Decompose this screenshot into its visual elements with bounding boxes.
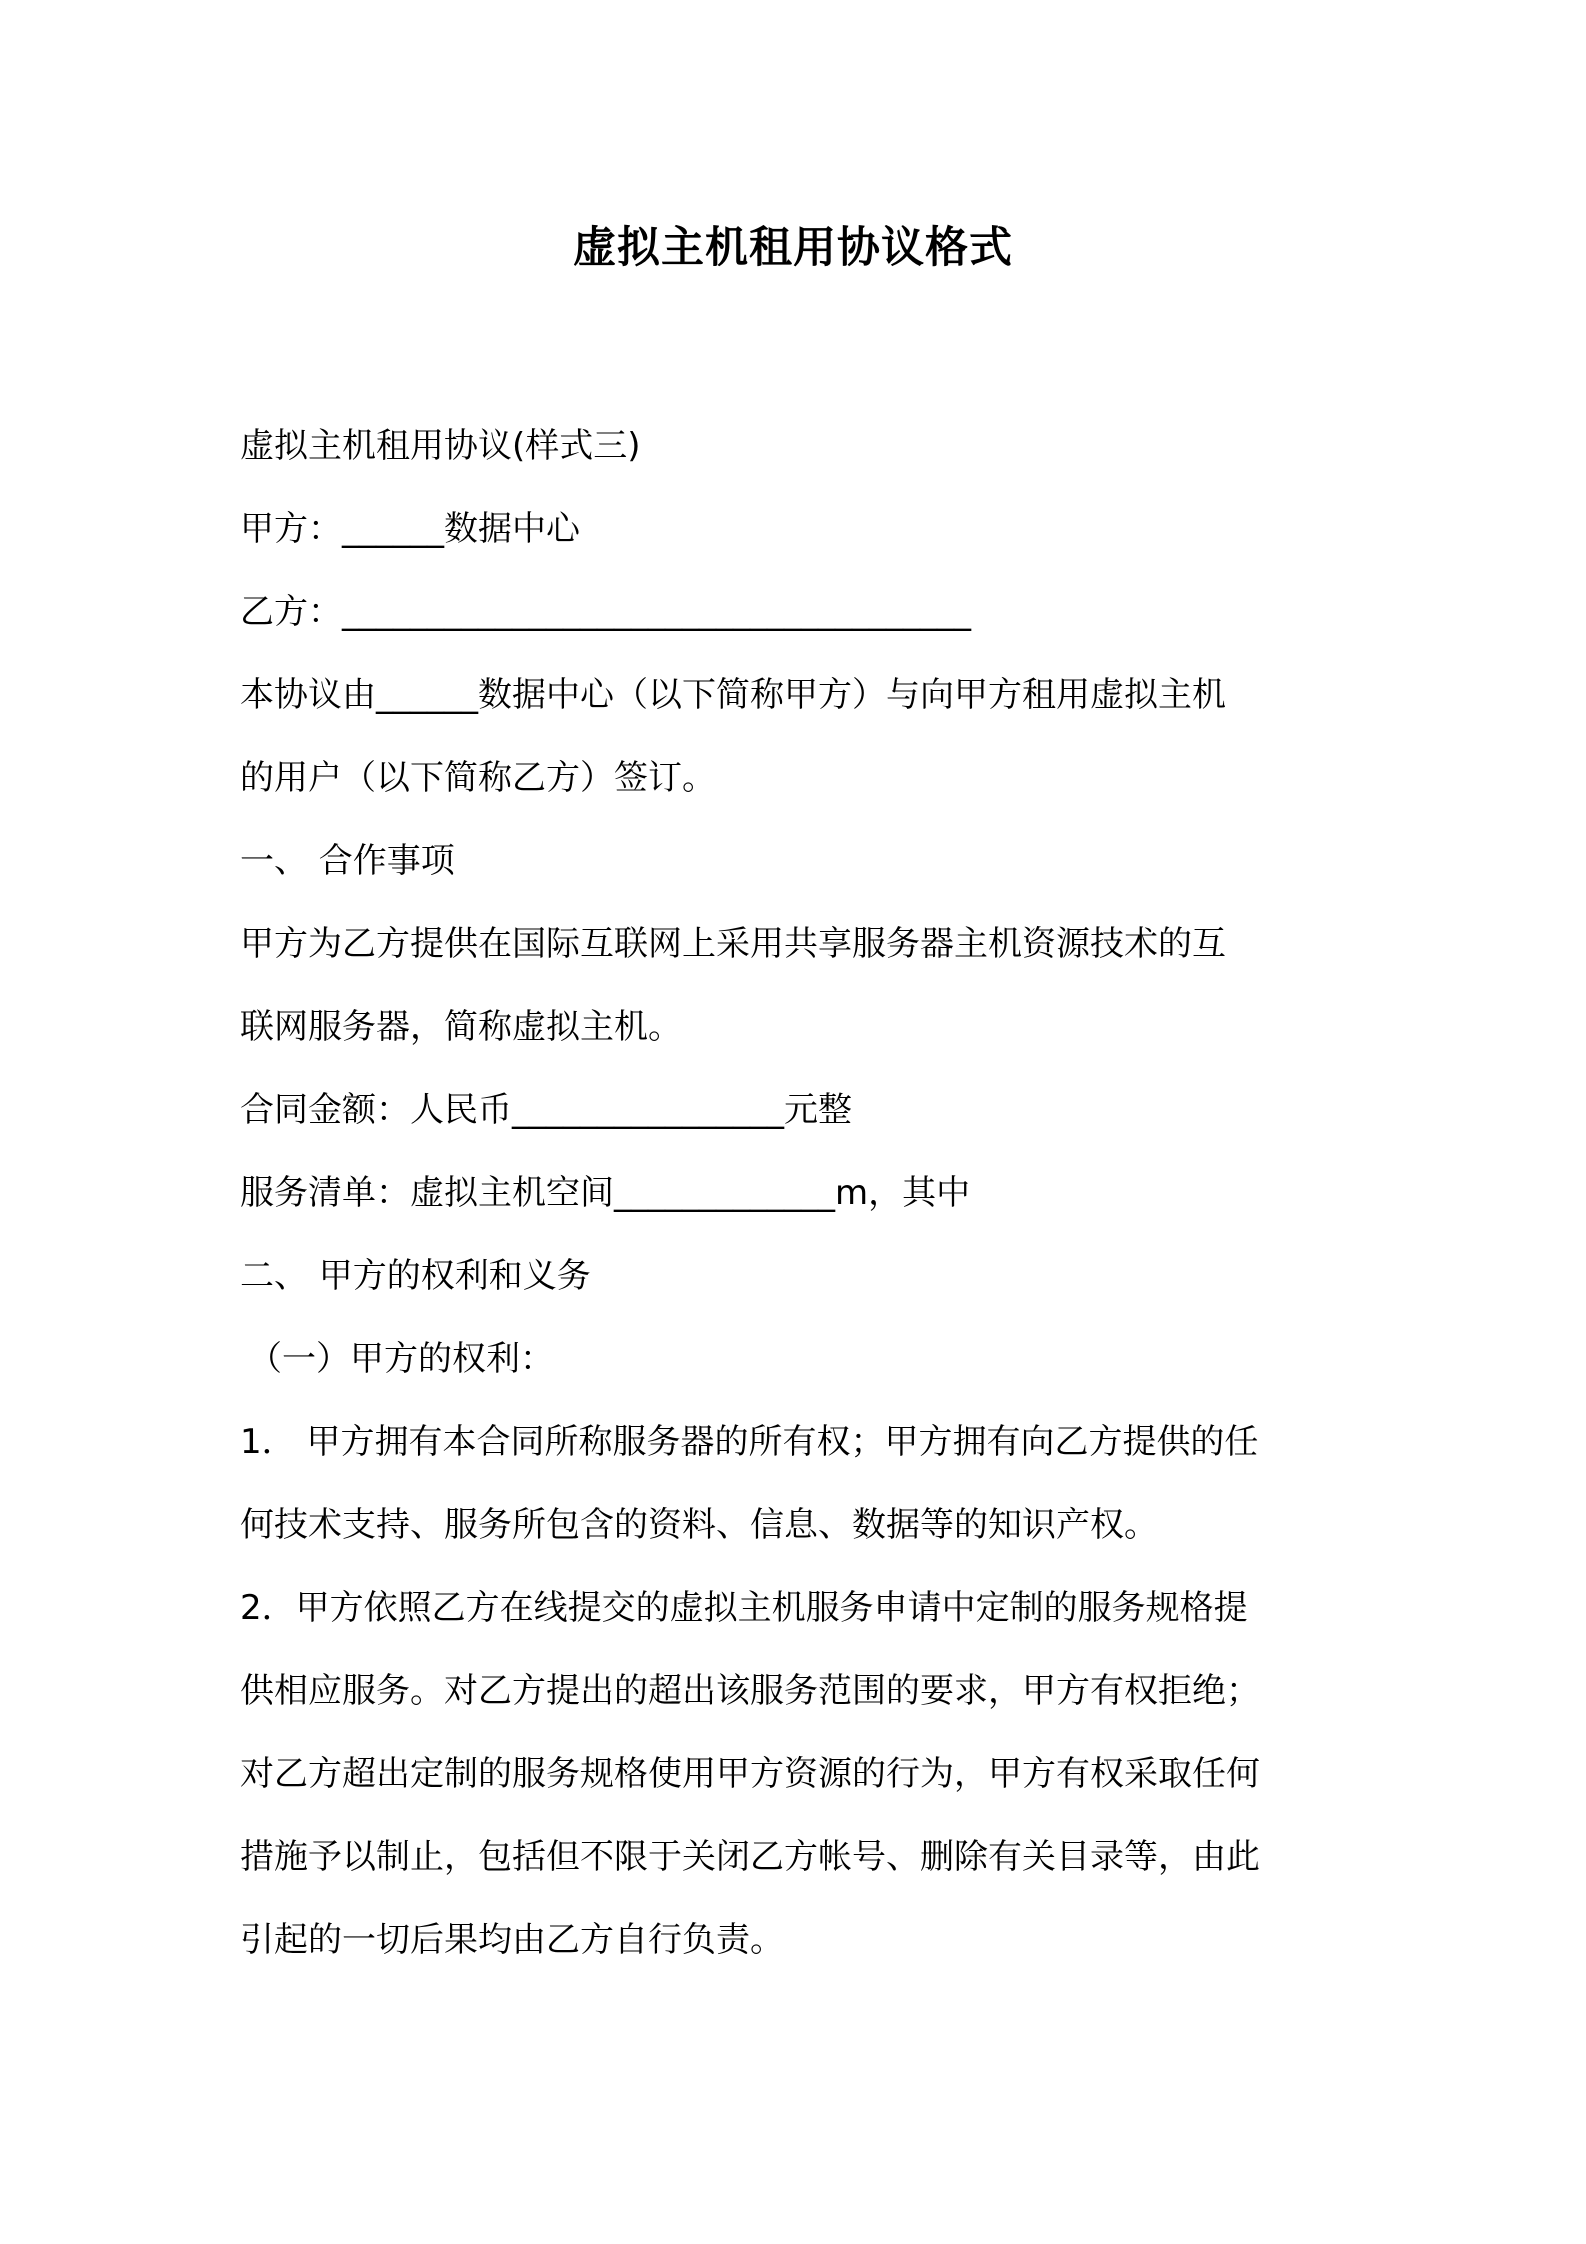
contract-amount-line: 合同金额：人民币________________元整 xyxy=(240,1090,852,1130)
subsection-1-heading: （一）甲方的权利： xyxy=(248,1339,554,1379)
section-1-heading: 一、 合作事项 xyxy=(240,841,455,881)
subtitle-line: 虚拟主机租用协议(样式三) xyxy=(240,426,641,466)
party-b-line: 乙方：_____________________________________ xyxy=(240,592,971,632)
clause-2-line-2: 供相应服务。对乙方提出的超出该服务范围的要求，甲方有权拒绝； xyxy=(240,1671,1260,1711)
section-1-text-1: 甲方为乙方提供在国际互联网上采用共享服务器主机资源技术的互 xyxy=(240,924,1226,964)
document-title: 虚拟主机租用协议格式 xyxy=(573,223,1013,273)
clause-2-line-5: 引起的一切后果均由乙方自行负责。 xyxy=(240,1920,784,1960)
clause-2-line-4: 措施予以制止，包括但不限于关闭乙方帐号、删除有关目录等，由此 xyxy=(240,1837,1260,1877)
service-list-line: 服务清单：虚拟主机空间_____________m，其中 xyxy=(240,1173,971,1213)
section-2-heading: 二、 甲方的权利和义务 xyxy=(240,1256,591,1296)
party-a-line: 甲方：______数据中心 xyxy=(240,509,580,549)
intro-line-2: 的用户（以下简称乙方）签订。 xyxy=(240,758,716,798)
section-1-text-2: 联网服务器，简称虚拟主机。 xyxy=(240,1007,682,1047)
clause-2-line-3: 对乙方超出定制的服务规格使用甲方资源的行为，甲方有权采取任何 xyxy=(240,1754,1260,1794)
clause-1-line-1: 1． 甲方拥有本合同所称服务器的所有权；甲方拥有向乙方提供的任 xyxy=(240,1422,1259,1462)
clause-1-line-2: 何技术支持、服务所包含的资料、信息、数据等的知识产权。 xyxy=(240,1505,1158,1545)
clause-2-line-1: 2．甲方依照乙方在线提交的虚拟主机服务申请中定制的服务规格提 xyxy=(240,1588,1248,1628)
document-body xyxy=(240,405,1360,1982)
intro-line-1: 本协议由______数据中心（以下简称甲方）与向甲方租用虚拟主机 xyxy=(240,675,1226,715)
